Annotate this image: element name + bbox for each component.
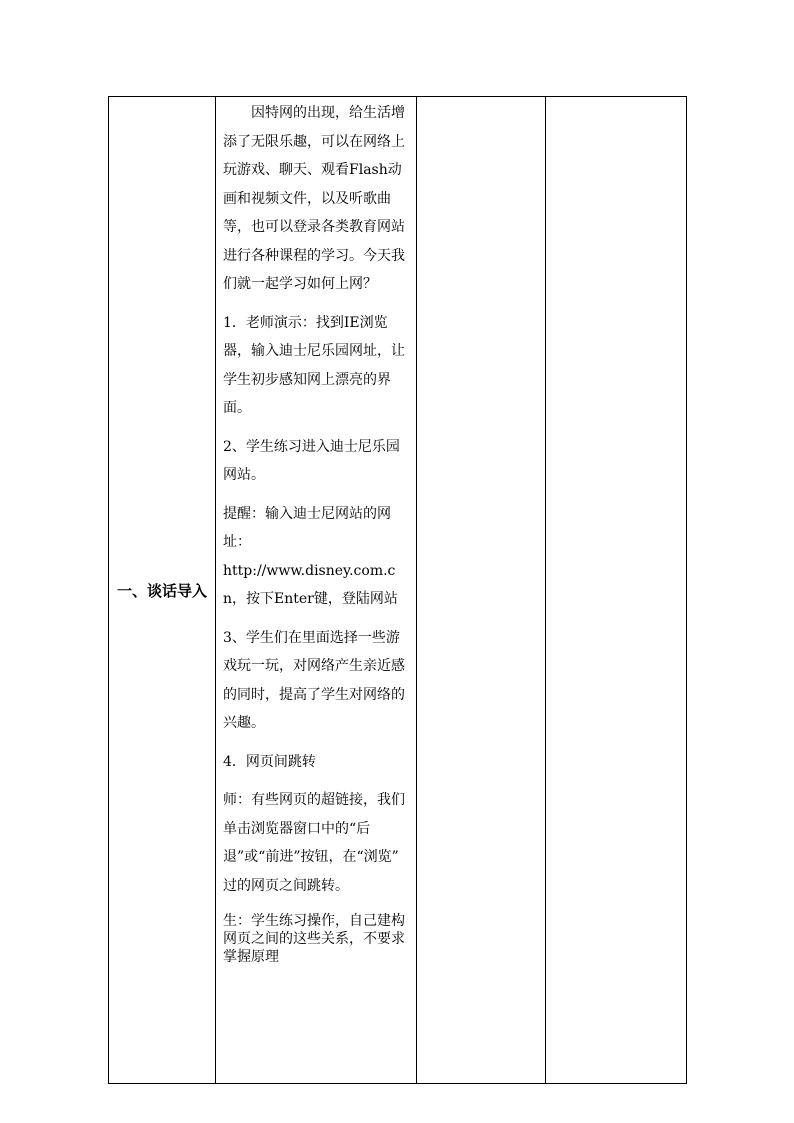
intro-paragraph: 因特网的出现，给生活增添了无限乐趣，可以在网络上玩游戏、聊天、观看Flash动画和视频文件，以及听歌曲等，也可以登录各类教育网站进行各种课程的学习。今天我们就一起学习如何上网？ — [223, 105, 405, 292]
section-cell — [109, 97, 216, 1084]
reminder-paragraph: 提醒：输入迪士尼网站的网址： — [223, 505, 391, 550]
step-2-paragraph: 2、学生练习进入迪士尼乐园网站。 — [223, 438, 400, 483]
empty-cell-3 — [417, 97, 546, 1084]
step-1-paragraph: 1．老师演示：找到IE浏览器，输入迪士尼乐园网址，让学生初步感知网上漂亮的界面。 — [223, 314, 405, 416]
content-cell — [216, 97, 417, 1084]
student-paragraph: 生：学生练习操作，自己建构网页之间的这些关系，不要求掌握原理 — [223, 913, 405, 965]
table-row — [109, 97, 687, 1084]
step-3-paragraph: 3、学生们在里面选择一些游戏玩一玩，对网络产生亲近感的同时，提高了学生对网络的兴趣。 — [223, 629, 405, 731]
empty-cell-4 — [546, 97, 687, 1084]
url-paragraph: http://www.disney.com.cn，按下Enter键，登陆网站 — [223, 562, 398, 607]
section-title: 一、谈话导入 — [116, 581, 207, 600]
teacher-paragraph: 师：有些网页的超链接，我们单击浏览器窗口中的“后退”或“前进”按钮，在“浏览” 过的网页之间跳转。 — [223, 792, 405, 894]
content-body — [216, 97, 416, 1083]
lesson-plan-table — [108, 96, 687, 1084]
step-4-heading: 4．网页间跳转 — [223, 753, 316, 770]
